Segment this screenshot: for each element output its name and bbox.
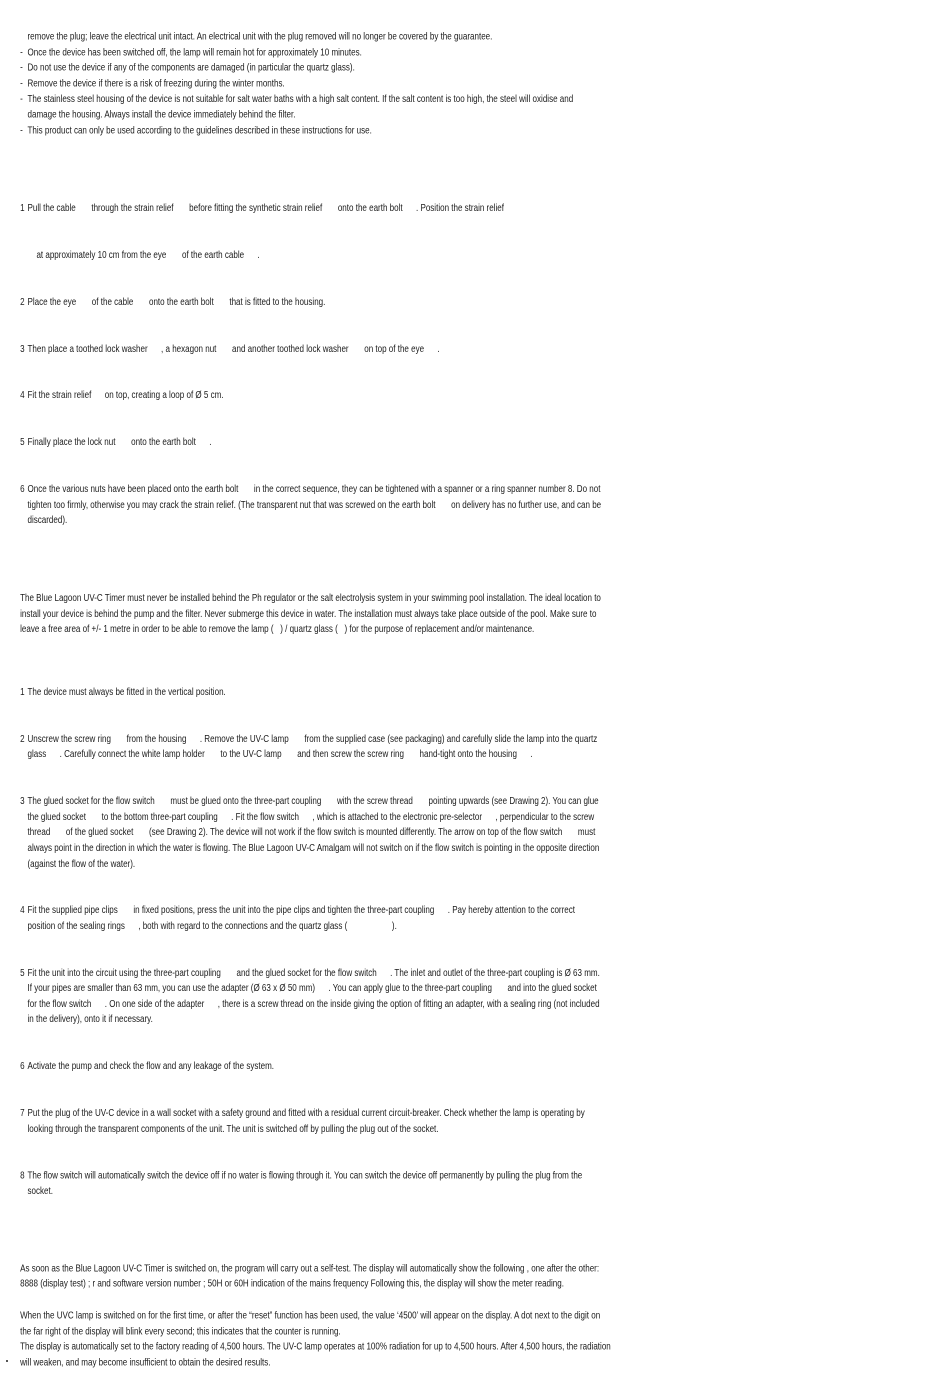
step-number: 5 xyxy=(20,436,25,448)
step-text: The flow switch will automatically switch the device off if no water is flowing through it. You can switch the device off permanently by pulling the plug from the socket. xyxy=(27,1169,585,1197)
install-step xyxy=(0,965,617,1027)
safety-bullet-text: The stainless steel housing of the device is not suitable for salt water baths with a high salt content. If the salt content is too high, the steel will oxidise and damage the housing. Always install the device immediately behind the filter. xyxy=(27,93,574,121)
step-number: 5 xyxy=(20,967,25,979)
installation-intro: The Blue Lagoon UV-C Timer must never be installed behind the Ph regulator or the salt electrolysis system in your swimming pool installation. The ideal location to install your device is behind the pump and the filter. Never submerge this device in water. The installation must always take place outside of the pool. Make sure to leave a free area of +/- 1 metre in order to be able to remove the lamp ( ) / quartz glass ( ) for the purpose of replacement and/or maintenance. xyxy=(20,592,604,635)
safety-notes xyxy=(0,29,628,138)
step-number: 1 xyxy=(20,202,25,214)
earth-step xyxy=(0,435,617,451)
step-text: The device must always be fitted in the vertical position. xyxy=(27,686,226,698)
safety-bullet-text: Once the device has been switched off, the lamp will remain hot for approximately 10 minutes. xyxy=(27,46,362,58)
install-step xyxy=(0,731,617,762)
step-number: 2 xyxy=(20,296,25,308)
step-text: Fit the strain relief on top, creating a loop of Ø 5 cm. xyxy=(27,389,224,401)
safety-bullet xyxy=(0,123,617,139)
earth-step xyxy=(0,481,617,528)
earth-step-continuation xyxy=(0,247,617,263)
step-number: 4 xyxy=(20,904,25,916)
operation-paragraph-3: The display is automatically set to the factory reading of 4,500 hours. The UV-C lamp operates at 100% radiation for up to 4,500 hours. After 4,500 hours, the radiation will weaken, and may become insufficient to obtain the desired results. xyxy=(20,1340,611,1368)
safety-bullet xyxy=(0,60,617,76)
operation-paragraph-2: When the UVC lamp is switched on for the first time, or after the “reset” function has been used, the value ‘4500’ will appear on the display. A dot next to the digit on the far right of the display will blink every second; this indicates that the counter is running. xyxy=(20,1309,601,1337)
step-number: 3 xyxy=(20,795,25,807)
step-text: Then place a toothed lock washer , a hexagon nut and another toothed lock washer on top of the eye . xyxy=(27,342,440,355)
install-step xyxy=(0,1168,617,1199)
safety-bullet xyxy=(0,45,617,61)
bullet-marker: - xyxy=(20,77,23,90)
step-text: at approximately 10 cm from the eye of the earth cable . xyxy=(27,249,260,261)
safety-bullet xyxy=(0,91,617,122)
installation-steps xyxy=(0,653,628,1230)
install-step xyxy=(0,1059,617,1075)
safety-bullet-text: Do not use the device if any of the components are damaged (in particular the quartz glass). xyxy=(27,62,355,74)
step-number: 1 xyxy=(20,686,25,698)
earth-step xyxy=(0,201,617,217)
install-step xyxy=(0,1106,617,1137)
step-number: 3 xyxy=(20,342,25,355)
install-step xyxy=(0,794,617,872)
bullet-marker: - xyxy=(20,46,23,58)
step-text: Unscrew the screw ring from the housing . Remove the UV-C lamp from the supplied case (see packaging) and carefully slide the lamp into the quartz glass . Carefully connect the white lamp holder to the UV-C lamp and then screw the screw ring hand-tight onto the housing . xyxy=(27,733,600,760)
step-number: 6 xyxy=(20,1060,25,1072)
step-text: Pull the cable through the strain relief before fitting the synthetic strain relief onto the earth bolt . Position the strain relief xyxy=(27,202,504,214)
safety-continuation-line: remove the plug; leave the electrical unit intact. An electrical unit with the plug removed will no longer be covered by the guarantee. xyxy=(27,31,493,43)
safety-bullet xyxy=(0,76,617,92)
step-text: The glued socket for the flow switch must be glued onto the three-part coupling with the screw thread pointing upwards (see Drawing 2). You can glue the glued socket to the bottom three-part coupling . Fit the flow switch , which is attached to the electronic pre-selector , perpendicular to the screw thread of the glued socket (see Drawing 2). The device will not work if the flow switch is mounted differently. The arrow on top of the flow switch must always point in the direction in which the water is flowing. The Blue Lagoon UV-C Amalgam will not switch on if the flow switch is pointing in the opposite direction (against the flow of the water). xyxy=(27,795,602,870)
step-number: 4 xyxy=(20,389,25,401)
step-text: Fit the supplied pipe clips in fixed positions, press the unit into the pipe clips and tighten the three-part coupling . Pay hereby attention to the correct position of the sealing rings , both with regard to the connections and the quartz glass ( ). xyxy=(27,904,578,932)
bullet-marker: - xyxy=(20,124,23,136)
step-number: 6 xyxy=(20,483,25,495)
safety-bullet-text: Remove the device if there is a risk of freezing during the winter months. xyxy=(27,77,285,90)
install-step xyxy=(0,903,617,934)
step-number: 8 xyxy=(20,1169,25,1182)
step-text: Place the eye of the cable onto the earth bolt that is fitted to the housing. xyxy=(27,296,326,308)
step-number: 7 xyxy=(20,1107,25,1119)
bullet-marker: - xyxy=(20,93,23,105)
step-text: Put the plug of the UV-C device in a wall socket with a safety ground and fitted with a residual current circuit-breaker. Check whether the lamp is operating by looking through the transparent components of the unit. The unit is switched off by pulling the plug out of the socket. xyxy=(27,1107,588,1135)
step-text: Fit the unit into the circuit using the three-part coupling and the glued socket for the flow switch . The inlet and outlet of the three-part coupling is Ø 63 mm. If your pipes are smaller than 63 mm, you can use the adapter (Ø 63 x Ø 50 mm) . You can apply glue to the three-part coupling and into the glued socket for the flow switch . On one side of the adapter , there is a screw thread on the inside giving the option of fitting an adapter, with a sealing ring (not included in the delivery), onto it if necessary. xyxy=(27,967,603,1026)
bullet-marker: - xyxy=(20,62,23,74)
step-text: Finally place the lock nut onto the earth bolt . xyxy=(27,436,212,448)
install-step xyxy=(0,684,617,700)
operation-paragraph-1: As soon as the Blue Lagoon UV-C Timer is switched on, the program will carry out a self-test. The display will automatically show the following , one after the other: 8888 (display test) ; r and software version number ; 50H or 60H indication of the mains frequency Following this, the display will show the meter reading. xyxy=(20,1262,600,1290)
earth-step xyxy=(0,294,617,310)
step-text: Activate the pump and check the flow and any leakage of the system. xyxy=(27,1060,275,1072)
safety-bullet-text: This product can only be used according to the guidelines described in these instructions for use. xyxy=(27,124,372,136)
earth-step xyxy=(0,341,617,357)
step-number: 2 xyxy=(20,733,25,745)
earth-connection-steps xyxy=(0,169,628,559)
earth-step xyxy=(0,388,617,404)
step-text: Once the various nuts have been placed onto the earth bolt in the correct sequence, they can be tightened with a spanner or a ring spanner number 8. Do not tighten too firmly, otherwise you may crack the strain relief. (The transparent nut that was screwed on the earth bolt on delivery has no further use, and can be discarded). xyxy=(27,483,604,526)
page-mark xyxy=(6,1360,8,1362)
